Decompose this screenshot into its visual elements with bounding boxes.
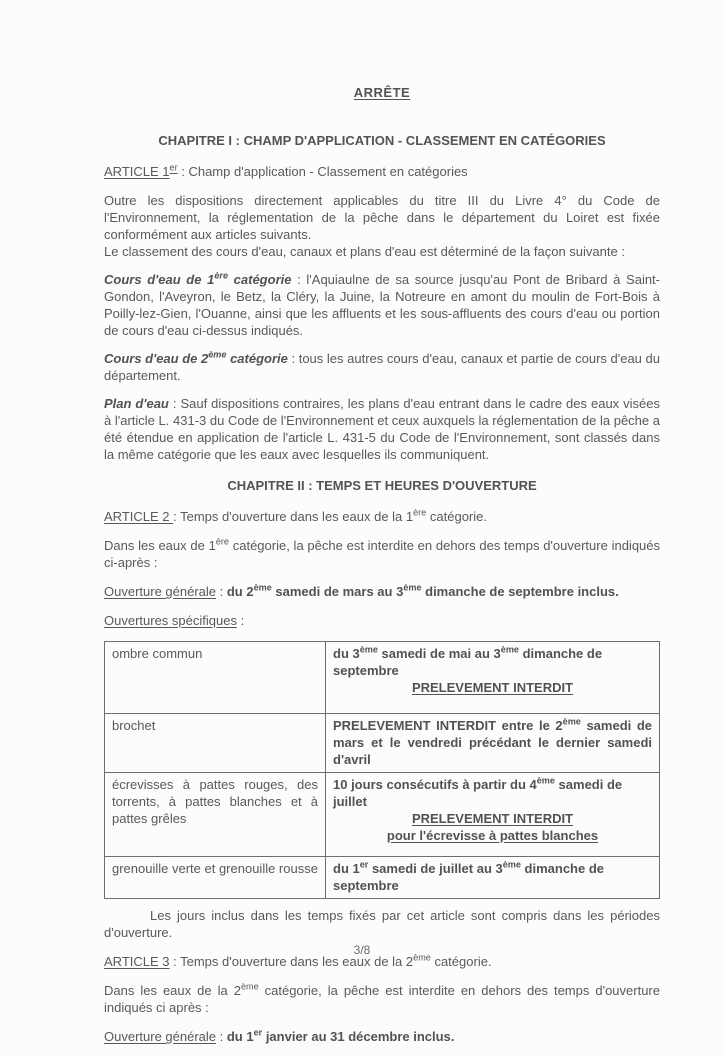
period-line: PRELEVEMENT INTERDIT: [411, 680, 574, 695]
chapter1-heading: CHAPITRE I : CHAMP D'APPLICATION - CLASSEMENT EN CATÉGORIES: [158, 133, 606, 148]
species-cell: écrevisses à pattes rouges, des torrents, à pattes blanches et à pattes grêles: [105, 773, 326, 857]
intro-paragraph-line2: Le classement des cours d'eau, canaux et plans d'eau est déterminé de la façon suivante :: [104, 244, 625, 259]
period-line: PRELEVEMENT INTERDIT: [411, 811, 574, 826]
article2-heading: ARTICLE 2 : Temps d'ouverture dans les eaux de la 1ère catégorie.: [104, 507, 487, 524]
period-line: pour l'écrevisse à pattes blanches: [386, 828, 599, 843]
period-cell: [326, 714, 660, 773]
species-cell: grenouille verte et grenouille rousse: [105, 857, 326, 899]
intro-paragraph-line1: Outre les dispositions directement applicables du titre III du Livre 4° du Code de l'Environnement, la réglementation de la pêche dans le département du Loiret est fixée conformément aux articles suivants.: [104, 193, 660, 242]
period-cell: [326, 642, 660, 714]
table-row: [105, 642, 660, 714]
article2-paragraph: Dans les eaux de 1ère catégorie, la pêche est interdite en dehors des temps d'ouverture indiqués ci-après :: [104, 536, 661, 570]
plan-eau-paragraph: Plan d'eau : Sauf dispositions contraires, les plans d'eau entrant dans le cadre des eaux visées à l'article L. 431-3 du Code de l'Environnement et ceux auxquels la réglementation de la pêche a été étendue en application de l'article L. 431-5 du Code de l'Environnement, sont classés dans la même catégorie que les eaux avec lesquelles ils communiquent.: [104, 396, 660, 462]
table-row: [105, 857, 660, 899]
general-opening-cat1: Ouverture générale : du 2ème samedi de mars au 3ème dimanche de septembre inclus.: [104, 582, 619, 599]
period-line: 10 jours consécutifs à partir du 4ème samedi de juillet: [333, 775, 623, 809]
article3-paragraph: Dans les eaux de la 2ème catégorie, la pêche est interdite en dehors des temps d'ouverture indiqués ci après :: [104, 981, 660, 1015]
category2-paragraph: Cours d'eau de 2ème catégorie : tous les autres cours d'eau, canaux et partie de cours d'eau du département.: [104, 349, 660, 383]
species-cell: ombre commun: [105, 642, 326, 714]
article3-heading: ARTICLE 3 : Temps d'ouverture dans les eaux de la 2ème catégorie.: [104, 952, 492, 969]
species-cell: brochet: [105, 714, 326, 773]
document-content: [104, 0, 660, 1057]
period-line: du 1er samedi de juillet au 3ème dimanche de septembre: [333, 859, 605, 893]
article1-heading: ARTICLE 1er : Champ d'application - Classement en catégories: [104, 162, 468, 179]
document-title: [104, 84, 660, 101]
period-line: PRELEVEMENT INTERDIT entre le 2ème samedi de mars et le vendredi précédant le dernier samedi d'avril: [333, 716, 652, 767]
category1-paragraph: Cours d'eau de 1ère catégorie : l'Aquiaulne de sa source jusqu'au Pont de Bribard à Saint-Gondon, l'Aveyron, le Betz, la Cléry, la Juine, la Notreure en amont du moulin de Fort-Bois à Poilly-lez-Gien, l'Ouanne, ainsi que les affluents et les sous-affluents des cours d'eau ou portion de cours d'eau ci-dessus indiqués.: [104, 270, 660, 338]
document-title-text: ARRÊTE: [353, 85, 411, 100]
specific-openings-label: Ouvertures spécifiques :: [104, 613, 245, 628]
period-line: du 3ème samedi de mai au 3ème dimanche de septembre: [333, 644, 603, 678]
table-row: [105, 714, 660, 773]
page-number: 3/8: [353, 943, 371, 957]
period-cell: [326, 773, 660, 857]
specific-openings-table: [104, 641, 660, 899]
general-opening-cat2: Ouverture générale : du 1er janvier au 31 décembre inclus.: [104, 1027, 455, 1044]
period-cell: [326, 857, 660, 899]
inclusion-note: Les jours inclus dans les temps fixés par cet article sont compris dans les périodes d'ouverture.: [104, 908, 660, 940]
table-row: [105, 773, 660, 857]
chapter2-heading: CHAPITRE II : TEMPS ET HEURES D'OUVERTURE: [227, 478, 537, 493]
